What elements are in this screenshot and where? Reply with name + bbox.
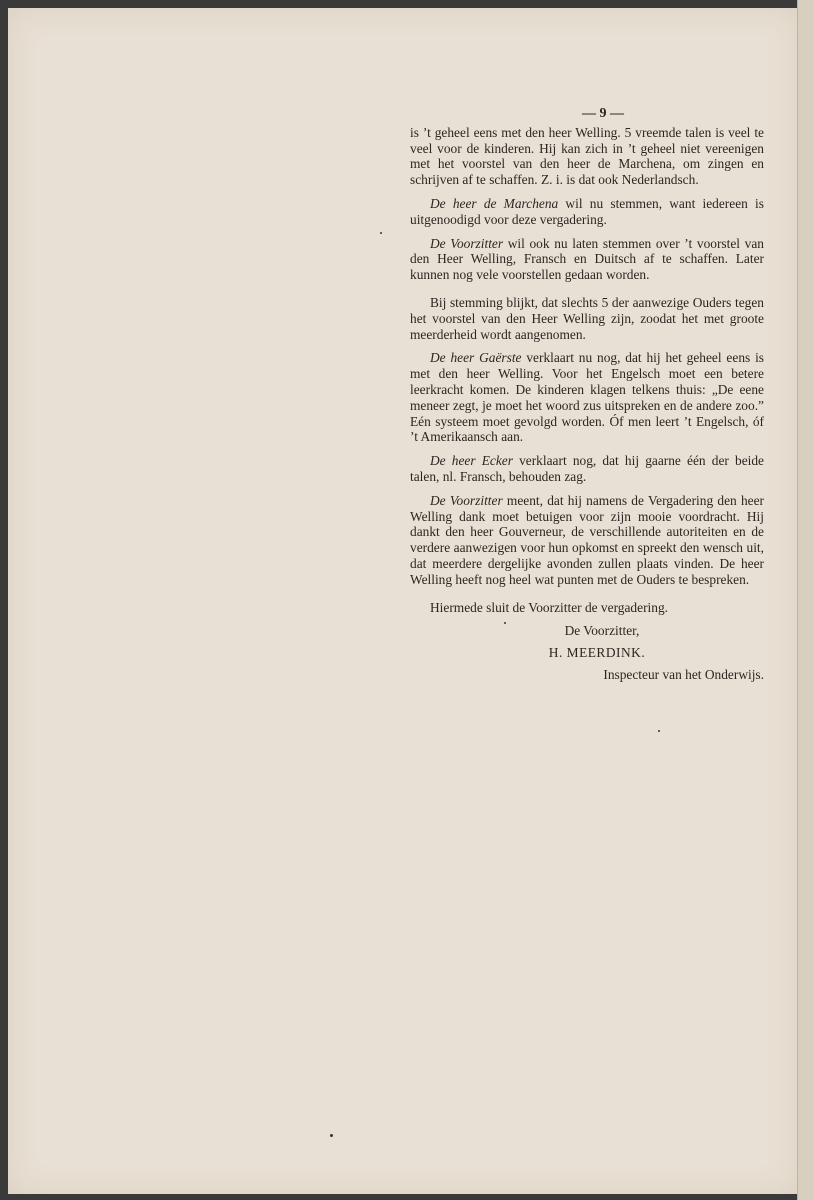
paragraph-text: verklaart nog, dat hij gaarne één der beide talen, nl. Fransch, behouden zag. — [410, 453, 764, 484]
paragraph-7 — [410, 493, 764, 588]
text-column — [410, 106, 764, 689]
signature-title: De Voorzitter, — [564, 623, 640, 639]
paragraph-text: verklaart nu nog, dat hij het geheel eens is met den heer Welling. Voor het Engelsch moet een betere leerkracht komen. De kinderen klagen telkens thuis: „De eene meneer zegt, je moet het woord zus uitspreken en de andere zoo.” Eén systeem moet gevolgd worden. Óf men leert ’t Engelsch, óf ’t Amerikaansch aan. — [410, 350, 765, 445]
paragraph-text: meent, dat hij namens de Vergadering den heer Welling dank moet betuigen voor zijn mooie voordracht. Hij dankt den heer Gouverneur, de verschillende autoriteiten en de verdere aanwezigen voor hun opkomst en spreekt den wensch uit, dat meerdere dergelijke avonden zullen plaats vinden. De heer Welling heeft nog heel wat punten met de Ouders te bespreken. — [410, 492, 764, 587]
paragraph-2 — [410, 196, 764, 228]
signature-name: H. MEERDINK. — [548, 645, 646, 661]
speaker-name: De heer de Marchena — [430, 195, 559, 211]
paragraph-text: wil ook nu laten stemmen over ’t voorstel van den Heer Welling, Fransch en Duitsch af te schaffen. Later kunnen nog vele voorstellen gedaan worden. — [410, 235, 764, 283]
paragraph-text: Bij stemming blijkt, dat slechts 5 der aanwezige Ouders tegen het voorstel van den Heer Welling zijn, zoodat het met groote meerderheid wordt aangenomen. — [410, 294, 764, 342]
signature-block — [410, 623, 764, 682]
page-number: — 9 — — [582, 106, 624, 121]
closing-section — [410, 600, 764, 683]
paragraph-6 — [410, 453, 764, 485]
closing-line: Hiermede sluit de Voorzitter de vergadering. — [430, 599, 668, 615]
speaker-name: De Voorzitter — [430, 492, 503, 508]
signature-role: Inspecteur van het Onderwijs. — [603, 666, 764, 682]
document-page — [8, 8, 798, 1194]
paragraph-3 — [410, 236, 764, 283]
paragraph-1 — [410, 125, 764, 188]
paragraph-4 — [410, 295, 764, 342]
speaker-name: De heer Ecker — [430, 453, 513, 469]
speaker-name: De Voorzitter — [430, 235, 504, 251]
paragraph-text: wil nu stemmen, want iedereen is uitgenoodigd voor deze vergadering. — [410, 195, 764, 227]
page-edge — [797, 0, 814, 1200]
paragraph-text: is ’t geheel eens met den heer Welling. 5 vreemde talen is veel te veel voor de kinderen. Hij kan zich in ’t geheel niet vereenigen met het voorstel van den heer de Marchena, om zingen en schrijven af te schaffen. Z. i. is dat ook Nederlandsch. — [410, 124, 764, 188]
paragraph-5 — [410, 350, 764, 445]
speaker-name: De heer Gaërste — [430, 350, 522, 366]
